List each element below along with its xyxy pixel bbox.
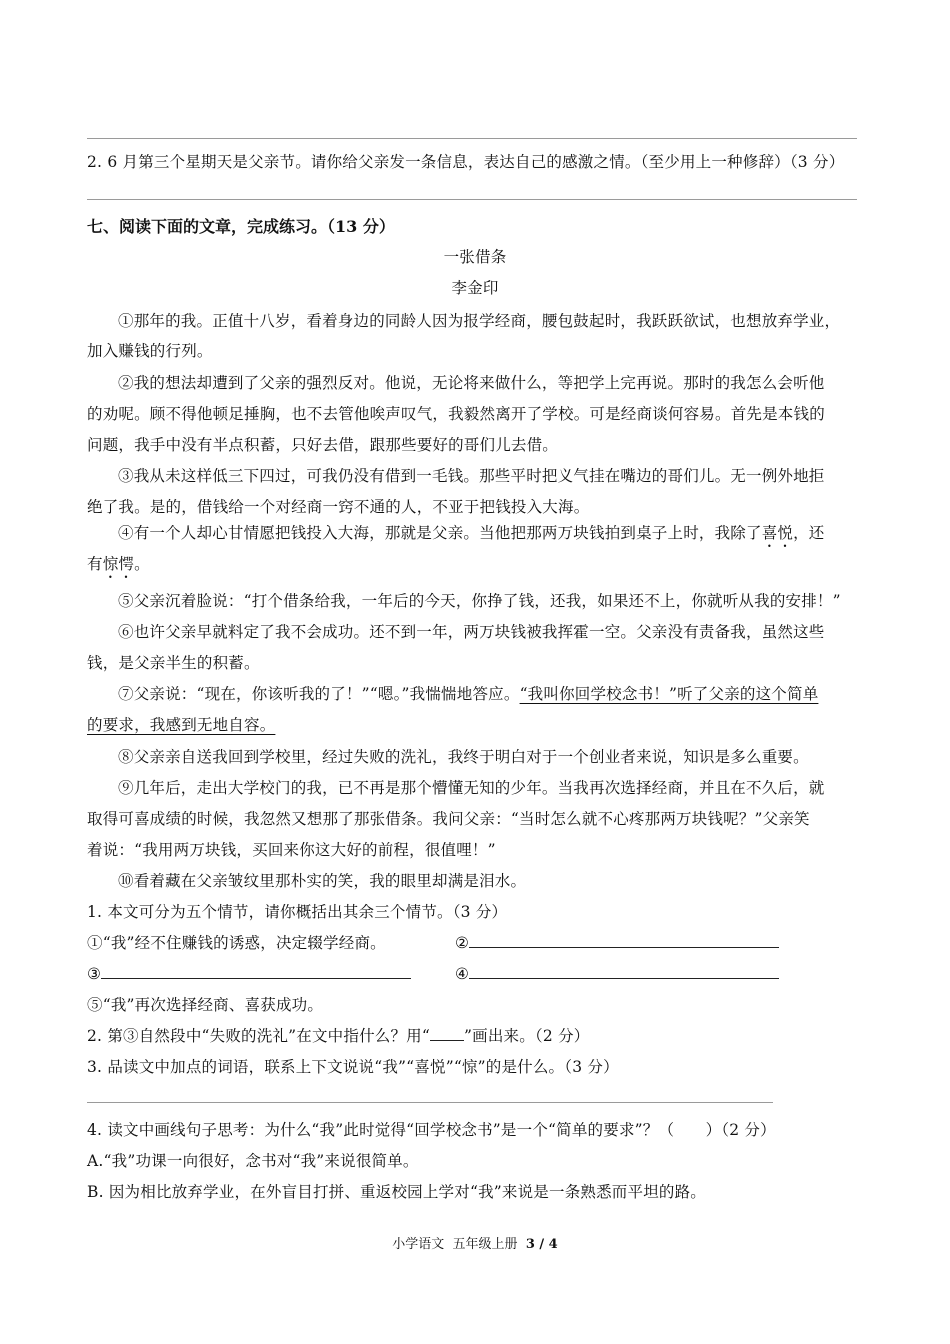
paragraph-4-line-1 — [118, 521, 825, 551]
paragraph-9-line-3: 着说：“我用两万块钱，买回来你这大好的前程，很值哩！” — [87, 841, 496, 859]
paragraph-1-line-2: 加入赚钱的行列。 — [87, 342, 213, 360]
option-b[interactable]: B. 因为相比放弃学业，在外盲目打拼、重返校园上学对“我”来说是一条熟悉而平坦的路。 — [87, 1183, 706, 1201]
answer-line[interactable] — [87, 1102, 773, 1103]
footer-subject: 小学语文 — [392, 1237, 445, 1252]
paragraph-2-line-2: 的劝呢。顾不得他顿足捶胸，也不去管他唉声叹气，我毅然离开了学校。可是经商谈何容易。首先是本钱的 — [87, 405, 825, 423]
option-a[interactable]: A.“我”功课一向很好，念书对“我”来说很简单。 — [87, 1152, 419, 1170]
paragraph-4-text: ，还 — [793, 524, 825, 542]
question-2-text: 2. 第③自然段中“失败的洗礼”在文中指什么？用“ — [87, 1027, 430, 1045]
paragraph-4-text: ④有一个人却心甘情愿把钱投入大海，那就是父亲。当他把那两万块钱拍到桌子上时，我除了 — [118, 524, 762, 542]
article-author: 李金印 — [451, 279, 499, 297]
article-title: 一张借条 — [443, 248, 507, 266]
paragraph-6-line-1: ⑥也许父亲早就料定了我不会成功。还不到一年，两万块钱被我挥霍一空。父亲没有责备我，虽然这些 — [118, 623, 825, 641]
page-number: 3 / 4 — [525, 1237, 558, 1252]
question-4: 4. 读文中画线句子思考：为什么“我”此时觉得“回学校念书”是一个“简单的要求”？（ ）（2 分） — [87, 1121, 776, 1139]
question-6-2: 2. 6 月第三个星期天是父亲节。请你给父亲发一条信息，表达自己的感激之情。（至少用上一种修辞）（3 分） — [87, 153, 845, 171]
dotted-word-xiyue: 喜悦 — [761, 524, 794, 542]
paragraph-4-line-2 — [87, 552, 150, 582]
underline-sample — [430, 1024, 464, 1041]
section-7-title: 七、阅读下面的文章，完成练习。（13 分） — [87, 217, 395, 236]
plot-item-3[interactable] — [87, 962, 411, 983]
dotted-word-jinge: 惊愕 — [102, 555, 135, 573]
paragraph-9-line-1: ⑨几年后，走出大学校门的我，已不再是那个懵懂无知的少年。当我再次选择经商，并且在不久后，就 — [118, 779, 825, 797]
paragraph-10: ⑩看着藏在父亲皱纹里那朴实的笑，我的眼里却满是泪水。 — [118, 872, 527, 890]
footer-grade: 五年级上册 — [452, 1237, 518, 1252]
paragraph-3-line-1: ③我从未这样低三下四过，可我仍没有借到一毛钱。那些平时把义气挂在嘴边的哥们儿。无一例外地拒 — [118, 467, 825, 485]
paragraph-6-line-2: 钱，是父亲半生的积蓄。 — [87, 654, 260, 672]
question-2-text: ”画出来。（2 分） — [464, 1027, 590, 1045]
plot-item-2[interactable] — [455, 931, 779, 952]
question-1: 1. 本文可分为五个情节，请你概括出其余三个情节。（3 分） — [87, 903, 508, 921]
plot-item-4[interactable] — [455, 962, 779, 983]
paragraph-1-line-1: ①那年的我。正值十八岁，看着身边的同龄人因为报学经商，腰包鼓起时，我跃跃欲试，也想放弃学业， — [118, 312, 841, 330]
paragraph-3-line-2: 绝了我。是的，借钱给一个对经商一窍不通的人，不亚于把钱投入大海。 — [87, 498, 590, 516]
paragraph-4-text: 。 — [134, 555, 150, 573]
paragraph-4-text: 有 — [87, 555, 103, 573]
question-3: 3. 品读文中加点的词语，联系上下文说说“我”“喜悦”“惊”的是什么。（3 分） — [87, 1058, 619, 1076]
plot-item-2-blank[interactable] — [469, 931, 779, 948]
paragraph-7-line-1 — [118, 682, 818, 704]
page-footer — [0, 1233, 950, 1252]
underlined-sentence: 的要求，我感到无地自容。 — [87, 716, 276, 734]
plot-item-3-number: ③ — [87, 965, 102, 983]
paragraph-2-line-3: 问题，我手中没有半点积蓄，只好去借，跟那些要好的哥们儿去借。 — [87, 436, 559, 454]
paragraph-2-line-1: ②我的想法却遭到了父亲的强烈反对。他说，无论将来做什么，等把学上完再说。那时的我怎么会听他 — [118, 374, 825, 392]
plot-item-2-number: ② — [455, 934, 470, 952]
plot-item-4-number: ④ — [455, 965, 470, 983]
question-2 — [87, 1024, 589, 1046]
paragraph-5: ⑤父亲沉着脸说：“打个借条给我，一年后的今天，你挣了钱，还我，如果还不上，你就听从我的安排！” — [118, 592, 841, 610]
answer-line — [87, 138, 857, 139]
paragraph-7-text: ⑦父亲说：“现在，你该听我的了！”“嗯。”我惴惴地答应。 — [118, 685, 520, 703]
plot-item-1: ①“我”经不住赚钱的诱惑，决定辍学经商。 — [87, 934, 386, 952]
answer-line — [87, 199, 857, 200]
plot-item-5: ⑤“我”再次选择经商、喜获成功。 — [87, 996, 324, 1014]
underlined-sentence: “我叫你回学校念书！”听了父亲的这个简单 — [519, 685, 819, 703]
paragraph-9-line-2: 取得可喜成绩的时候，我忽然又想那了那张借条。我问父亲：“当时怎么就不心疼那两万块钱呢？”父亲笑 — [87, 810, 810, 828]
plot-item-3-blank[interactable] — [101, 962, 411, 979]
paragraph-8: ⑧父亲亲自送我回到学校里，经过失败的洗礼，我终于明白对于一个创业者来说，知识是多么重要。 — [118, 748, 809, 766]
plot-item-4-blank[interactable] — [469, 962, 779, 979]
